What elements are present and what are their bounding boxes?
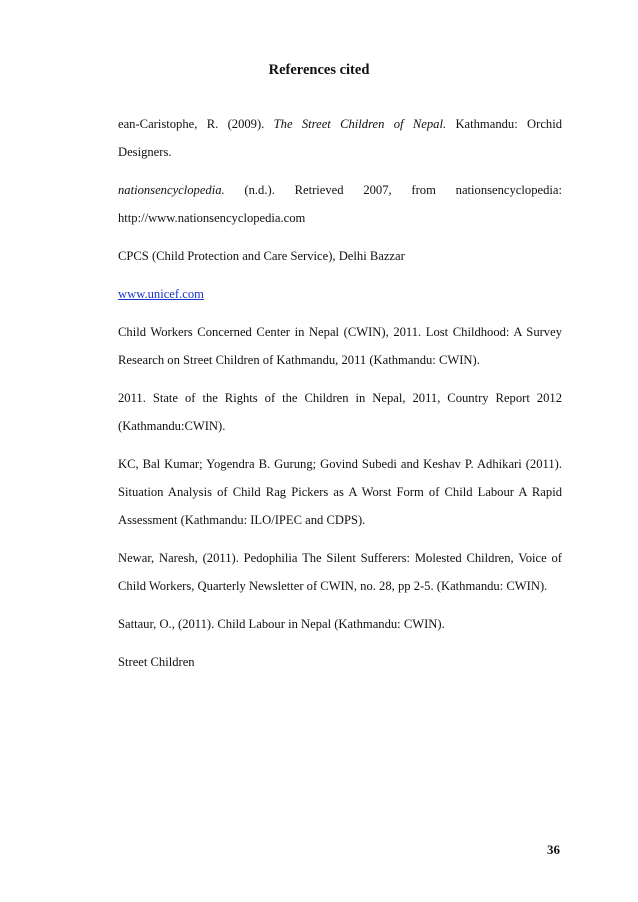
reference-item bbox=[118, 176, 562, 232]
reference-item: Street Children bbox=[118, 655, 195, 669]
reference-word: 2007, bbox=[363, 183, 392, 197]
reference-item: Sattaur, O., (2011). Child Labour in Nepal (Kathmandu: CWIN). bbox=[118, 617, 445, 631]
reference-item: KC, Bal Kumar; Yogendra B. Gurung; Govind Subedi and Keshav P. Adhikari (2011). Situation Analysis of Child Rag Pickers as A Worst Form of Child Labour A Rapid Assessment (Kathmandu: ILO/IPEC and CDPS). bbox=[118, 457, 562, 527]
reference-title: The Street Children of Nepal. bbox=[273, 117, 447, 131]
reference-author-year: ean-Caristophe, R. (2009). bbox=[118, 117, 265, 131]
page-number: 36 bbox=[547, 842, 560, 857]
reference-item bbox=[118, 110, 562, 166]
reference-url-text: http://www.nationsencyclopedia.com bbox=[118, 211, 306, 225]
reference-word: from bbox=[411, 183, 436, 197]
reference-item: Child Workers Concerned Center in Nepal (CWIN), 2011. Lost Childhood: A Survey Research on Street Children of Kathmandu, 2011 (Kathmandu: CWIN). bbox=[118, 325, 562, 367]
reference-item: Newar, Naresh, (2011). Pedophilia The Silent Sufferers: Molested Children, Voice of Child Workers, Quarterly Newsletter of CWIN, no. 28, pp 2-5. (Kathmandu: CWIN). bbox=[118, 551, 562, 593]
page-title: References cited bbox=[268, 62, 370, 78]
reference-word: Retrieved bbox=[294, 183, 344, 197]
references-list bbox=[118, 110, 562, 686]
reference-word: nationsencyclopedia: bbox=[455, 183, 562, 197]
reference-item bbox=[118, 280, 562, 308]
reference-publisher: Kathmandu: Orchid Designers. bbox=[118, 117, 563, 159]
reference-word: nationsencyclopedia. bbox=[118, 183, 225, 197]
reference-word: (n.d.). bbox=[244, 183, 275, 197]
unicef-link[interactable]: www.unicef.com bbox=[118, 287, 204, 301]
reference-item: CPCS (Child Protection and Care Service), Delhi Bazzar bbox=[118, 249, 405, 263]
reference-line bbox=[118, 176, 562, 204]
reference-item: 2011. State of the Rights of the Children in Nepal, 2011, Country Report 2012 (Kathmandu:CWIN). bbox=[118, 391, 562, 433]
